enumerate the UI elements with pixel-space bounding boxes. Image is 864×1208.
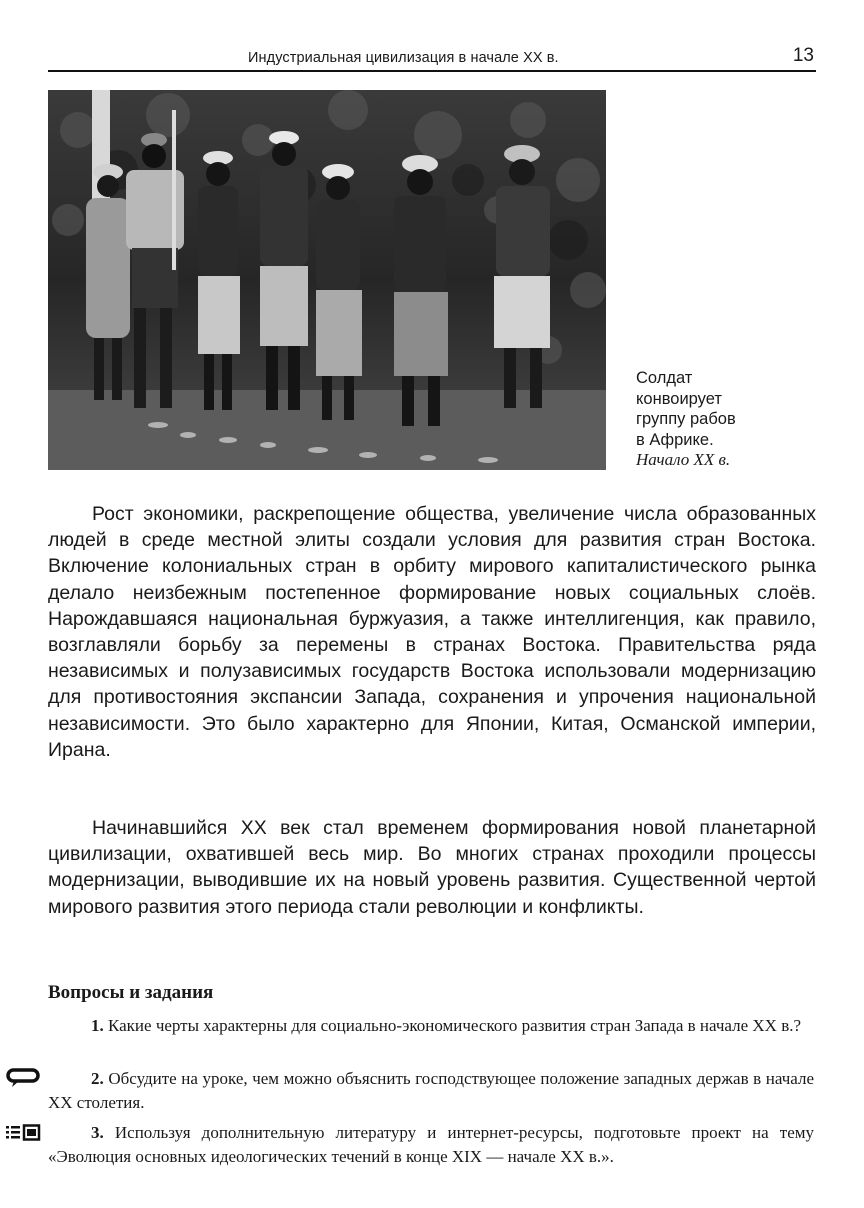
- question-number: 3.: [91, 1123, 104, 1142]
- question-item: [48, 1014, 814, 1038]
- question-text: Какие черты характерны для социально-экономического развития стран Запада в начале XX в.?: [108, 1016, 802, 1035]
- historical-photo: [48, 90, 606, 470]
- photo-caption: [636, 368, 816, 471]
- caption-line: Солдат: [636, 369, 693, 387]
- page-number: 13: [792, 45, 814, 66]
- question-item: [48, 1067, 814, 1114]
- page-header: [48, 42, 816, 72]
- question-number: 1.: [91, 1016, 104, 1035]
- question-item: [48, 1121, 814, 1168]
- caption-line: группу рабов: [636, 410, 736, 428]
- running-header-title: Индустриальная цивилизация в начале XX в.: [248, 50, 559, 66]
- question-number: 2.: [91, 1069, 104, 1088]
- caption-line: в Африке.: [636, 430, 714, 449]
- body-paragraph: Начинавшийся XX век стал временем формирования новой планетарной цивилизации, охватившей весь мир. Во многих странах проходили процессы модернизации, выводившие их на новый уровень развития. Существенной чертой мирового развития этого периода стали революции и конфликты.: [48, 817, 816, 918]
- questions-heading: Вопросы и задания: [48, 982, 214, 1003]
- body-paragraph: Рост экономики, раскрепощение общества, увеличение числа образованных людей в среде местной элиты создали условия для развития стран Востока. Включение колониальных стран в орбиту мирового капиталистического рынка делало неизбежным постепенное формирование новых социальных слоёв. Нарождавшаяся национальная буржуазия, а также интеллигенция, как правило, возглавляли борьбу за перемены в странах Востока. Правительства ряда независимых и полузависимых государств Востока использовали модернизацию для противостояния экспансии Запада, сохранения и упрочения национальной независимости. Это было характерно для Японии, Китая, Османской империи, Ирана.: [48, 503, 816, 761]
- question-text: Обсудите на уроке, чем можно объяснить господствующее положение западных держав в начале XX столетия.: [48, 1069, 815, 1112]
- caption-date: Начало XX в.: [636, 450, 731, 469]
- book-project-icon: [4, 1124, 42, 1142]
- caption-line: конвоирует: [636, 389, 722, 408]
- question-text: Используя дополнительную литературу и интернет-ресурсы, подготовьте проект на тему «Эволюция основных идеологических течений в конце XIX — начале XX в.».: [48, 1123, 814, 1166]
- speech-bubble-icon: [6, 1068, 40, 1088]
